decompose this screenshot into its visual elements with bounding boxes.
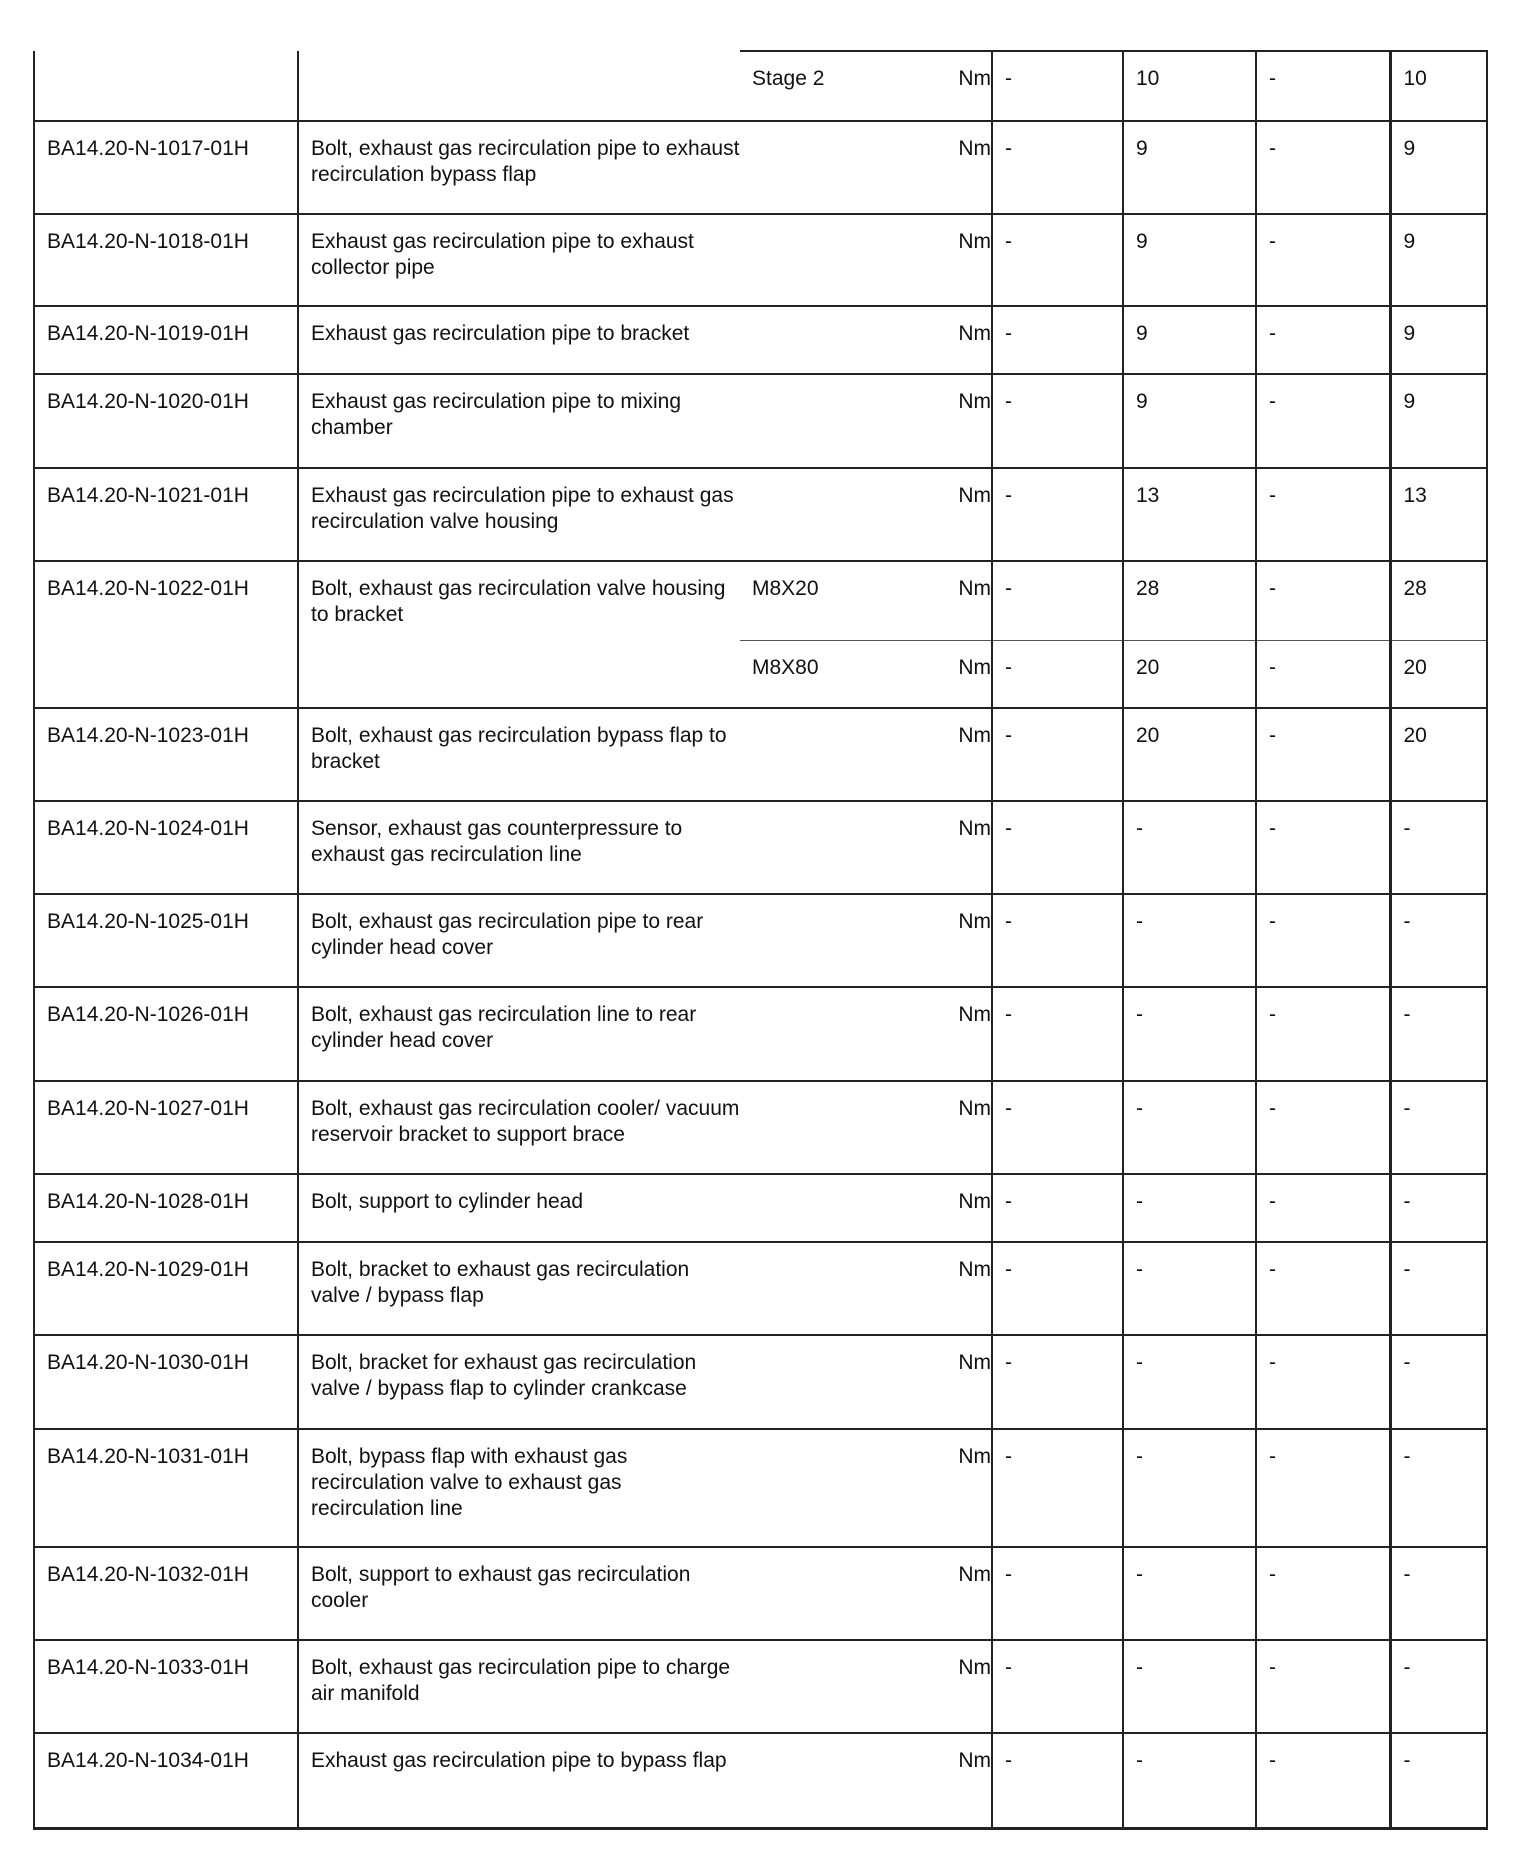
unit: Nm <box>882 374 992 468</box>
table-row <box>34 708 1487 801</box>
unit: Nm <box>882 561 992 640</box>
variant: M8X80 <box>740 640 882 708</box>
value-2: - <box>1123 1640 1256 1733</box>
variant <box>740 1335 882 1429</box>
value-1: - <box>992 374 1123 468</box>
unit: Nm <box>882 1174 992 1242</box>
part-code: BA14.20-N-1024-01H <box>34 801 298 894</box>
part-code: BA14.20-N-1031-01H <box>34 1429 298 1547</box>
part-description: Bolt, exhaust gas recirculation bypass flap to bracket <box>298 708 740 801</box>
value-2: - <box>1123 1174 1256 1242</box>
value-1: - <box>992 1733 1123 1828</box>
table-row <box>34 374 1487 468</box>
variant <box>740 894 882 987</box>
value-2: 28 <box>1123 561 1256 640</box>
value-2: - <box>1123 1081 1256 1174</box>
unit: Nm <box>882 121 992 214</box>
part-description: Bolt, bracket to exhaust gas recirculation valve / bypass flap <box>298 1242 740 1335</box>
variant <box>740 468 882 561</box>
value-4: - <box>1390 1429 1487 1547</box>
table-row <box>34 1174 1487 1242</box>
value-1: - <box>992 1640 1123 1733</box>
value-1: - <box>992 1335 1123 1429</box>
part-description: Exhaust gas recirculation pipe to exhaust gas recirculation valve housing <box>298 468 740 561</box>
variant <box>740 1640 882 1733</box>
variant <box>740 1242 882 1335</box>
part-description: Sensor, exhaust gas counterpressure to exhaust gas recirculation line <box>298 801 740 894</box>
value-3: - <box>1256 801 1390 894</box>
value-3: - <box>1256 214 1390 306</box>
part-code: BA14.20-N-1020-01H <box>34 374 298 468</box>
value-4: - <box>1390 1733 1487 1828</box>
value-1: - <box>992 306 1123 374</box>
unit: Nm <box>882 801 992 894</box>
unit: Nm <box>882 1547 992 1640</box>
variant <box>740 1547 882 1640</box>
value-4: 13 <box>1390 468 1487 561</box>
value-4: - <box>1390 894 1487 987</box>
unit: Nm <box>882 708 992 801</box>
value-3: - <box>1256 121 1390 214</box>
value-4: 9 <box>1390 374 1487 468</box>
part-description: Bolt, exhaust gas recirculation valve housing to bracket <box>298 561 740 708</box>
table-row <box>34 121 1487 214</box>
value-3: - <box>1256 468 1390 561</box>
part-code: BA14.20-N-1026-01H <box>34 987 298 1081</box>
value-4: 28 <box>1390 561 1487 640</box>
table-row <box>34 1640 1487 1733</box>
value-1: - <box>992 987 1123 1081</box>
value-1: - <box>992 1242 1123 1335</box>
value-4: - <box>1390 1174 1487 1242</box>
value-2: 13 <box>1123 468 1256 561</box>
value-2: 20 <box>1123 640 1256 708</box>
part-description: Bolt, exhaust gas recirculation pipe to charge air manifold <box>298 1640 740 1733</box>
value-4: - <box>1390 987 1487 1081</box>
value-3: - <box>1256 1081 1390 1174</box>
part-code: BA14.20-N-1021-01H <box>34 468 298 561</box>
part-code: BA14.20-N-1025-01H <box>34 894 298 987</box>
part-description: Bolt, exhaust gas recirculation pipe to exhaust recirculation bypass flap <box>298 121 740 214</box>
value-3: - <box>1256 1733 1390 1828</box>
part-code: BA14.20-N-1029-01H <box>34 1242 298 1335</box>
value-2: - <box>1123 1429 1256 1547</box>
unit: Nm <box>882 640 992 708</box>
value-2: 10 <box>1123 51 1256 121</box>
part-code: BA14.20-N-1019-01H <box>34 306 298 374</box>
variant <box>740 214 882 306</box>
unit: Nm <box>882 468 992 561</box>
part-code: BA14.20-N-1022-01H <box>34 561 298 708</box>
unit: Nm <box>882 1733 992 1828</box>
part-code: BA14.20-N-1033-01H <box>34 1640 298 1733</box>
value-1: - <box>992 801 1123 894</box>
value-2: 9 <box>1123 306 1256 374</box>
unit: Nm <box>882 214 992 306</box>
table-row <box>34 1335 1487 1429</box>
table-row <box>34 1081 1487 1174</box>
value-3: - <box>1256 1174 1390 1242</box>
value-2: 9 <box>1123 374 1256 468</box>
variant <box>740 306 882 374</box>
variant <box>740 708 882 801</box>
part-description: Bolt, exhaust gas recirculation pipe to rear cylinder head cover <box>298 894 740 987</box>
value-4: 20 <box>1390 708 1487 801</box>
variant: Stage 2 <box>740 51 882 121</box>
part-description: Bolt, exhaust gas recirculation line to rear cylinder head cover <box>298 987 740 1081</box>
part-description: Exhaust gas recirculation pipe to exhaust collector pipe <box>298 214 740 306</box>
table-row <box>34 1733 1487 1828</box>
value-2: 9 <box>1123 214 1256 306</box>
value-2: - <box>1123 1335 1256 1429</box>
part-code: BA14.20-N-1030-01H <box>34 1335 298 1429</box>
unit: Nm <box>882 987 992 1081</box>
unit: Nm <box>882 51 992 121</box>
value-2: - <box>1123 1547 1256 1640</box>
table-row <box>34 1547 1487 1640</box>
value-3: - <box>1256 1429 1390 1547</box>
value-4: - <box>1390 1081 1487 1174</box>
value-2: - <box>1123 987 1256 1081</box>
part-code: BA14.20-N-1018-01H <box>34 214 298 306</box>
value-3: - <box>1256 1335 1390 1429</box>
part-code: BA14.20-N-1017-01H <box>34 121 298 214</box>
table-row <box>34 51 1487 121</box>
table-row <box>34 894 1487 987</box>
value-1: - <box>992 214 1123 306</box>
part-description: Bolt, support to cylinder head <box>298 1174 740 1242</box>
table-row <box>34 1242 1487 1335</box>
value-1: - <box>992 121 1123 214</box>
value-2: 20 <box>1123 708 1256 801</box>
table-row <box>34 214 1487 306</box>
part-description: Exhaust gas recirculation pipe to bracket <box>298 306 740 374</box>
value-1: - <box>992 1547 1123 1640</box>
value-4: - <box>1390 801 1487 894</box>
value-4: - <box>1390 1640 1487 1733</box>
unit: Nm <box>882 1242 992 1335</box>
part-description: Exhaust gas recirculation pipe to mixing chamber <box>298 374 740 468</box>
table-row <box>34 306 1487 374</box>
value-1: - <box>992 1174 1123 1242</box>
variant <box>740 987 882 1081</box>
value-1: - <box>992 640 1123 708</box>
table-row <box>34 987 1487 1081</box>
table-row <box>34 468 1487 561</box>
part-code: BA14.20-N-1028-01H <box>34 1174 298 1242</box>
variant <box>740 1174 882 1242</box>
value-3: - <box>1256 640 1390 708</box>
variant <box>740 1429 882 1547</box>
value-1: - <box>992 468 1123 561</box>
table-row <box>34 1429 1487 1547</box>
part-description: Bolt, bypass flap with exhaust gas recirculation valve to exhaust gas recirculation line <box>298 1429 740 1547</box>
unit: Nm <box>882 1640 992 1733</box>
variant <box>740 1081 882 1174</box>
variant <box>740 374 882 468</box>
value-3: - <box>1256 1242 1390 1335</box>
part-description: Bolt, support to exhaust gas recirculation cooler <box>298 1547 740 1640</box>
value-2: - <box>1123 1733 1256 1828</box>
value-2: 9 <box>1123 121 1256 214</box>
part-description: Bolt, bracket for exhaust gas recirculation valve / bypass flap to cylinder crankcase <box>298 1335 740 1429</box>
part-code: BA14.20-N-1027-01H <box>34 1081 298 1174</box>
part-description: Exhaust gas recirculation pipe to bypass flap <box>298 1733 740 1828</box>
value-4: 10 <box>1390 51 1487 121</box>
value-4: - <box>1390 1335 1487 1429</box>
value-1: - <box>992 561 1123 640</box>
value-4: 9 <box>1390 306 1487 374</box>
value-3: - <box>1256 306 1390 374</box>
variant <box>740 121 882 214</box>
variant: M8X20 <box>740 561 882 640</box>
part-description: Bolt, exhaust gas recirculation cooler/ vacuum reservoir bracket to support brace <box>298 1081 740 1174</box>
value-1: - <box>992 894 1123 987</box>
torque-spec-table <box>33 50 1488 1830</box>
value-4: 9 <box>1390 214 1487 306</box>
value-3: - <box>1256 1640 1390 1733</box>
value-4: 20 <box>1390 640 1487 708</box>
part-code: BA14.20-N-1034-01H <box>34 1733 298 1828</box>
value-1: - <box>992 51 1123 121</box>
part-code <box>34 51 298 121</box>
value-3: - <box>1256 987 1390 1081</box>
variant <box>740 801 882 894</box>
part-description <box>298 51 740 121</box>
value-3: - <box>1256 894 1390 987</box>
part-code: BA14.20-N-1032-01H <box>34 1547 298 1640</box>
table-row <box>34 561 1487 640</box>
variant <box>740 1733 882 1828</box>
table-row <box>34 801 1487 894</box>
value-2: - <box>1123 1242 1256 1335</box>
unit: Nm <box>882 894 992 987</box>
value-4: - <box>1390 1242 1487 1335</box>
value-1: - <box>992 708 1123 801</box>
unit: Nm <box>882 1081 992 1174</box>
unit: Nm <box>882 1335 992 1429</box>
value-3: - <box>1256 51 1390 121</box>
value-2: - <box>1123 894 1256 987</box>
value-3: - <box>1256 708 1390 801</box>
value-3: - <box>1256 561 1390 640</box>
value-1: - <box>992 1081 1123 1174</box>
value-1: - <box>992 1429 1123 1547</box>
value-3: - <box>1256 1547 1390 1640</box>
unit: Nm <box>882 1429 992 1547</box>
value-4: 9 <box>1390 121 1487 214</box>
part-code: BA14.20-N-1023-01H <box>34 708 298 801</box>
value-3: - <box>1256 374 1390 468</box>
value-2: - <box>1123 801 1256 894</box>
unit: Nm <box>882 306 992 374</box>
value-4: - <box>1390 1547 1487 1640</box>
